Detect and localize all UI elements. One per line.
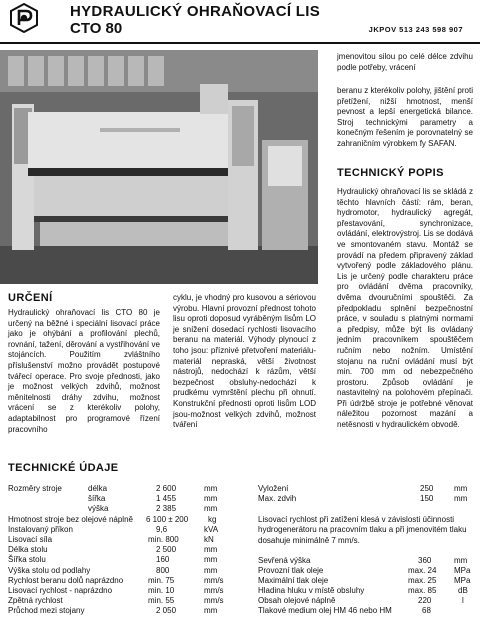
product-code: JKPOV 513 243 598 907 [368, 25, 463, 34]
spec-label: Vyložení [258, 484, 289, 493]
specs-right-top-table [258, 484, 473, 508]
right-column-text-1 [337, 52, 473, 73]
spec-label: Výška stolu od podlahy [8, 565, 91, 575]
spec-unit: mm [454, 494, 468, 504]
spec-value: max. 25 [408, 576, 437, 585]
spec-unit: mm/s [204, 575, 224, 585]
spec-unit: mm/s [204, 596, 224, 606]
spec-label: Hmotnost stroje bez olejové náplně [8, 514, 133, 524]
spec-value: max. 24 [408, 566, 437, 575]
spec-unit: mm [454, 484, 468, 493]
paragraph: cyklu, je vhodný pro kusovou a sériovou výrobu. Hlavní provozní přednost tohoto lisu oproti doposud vyráběným lisům LO je snížení dosedací rychlosti lisovacího beranu na materiál. Výhody plynoucí z toho jsou: příznivé přetvoření materiálu-materiál nepraská, větší životnost nástrojů, nedochází k rázům, větší bezpečnost obsluhy-nedochází k prudkému vymrštění plechu při ohnutí. Konstrukční přednosti oproti lisům LOD jsou-možnost velkých zdvihů, možnost tváření [173, 293, 316, 430]
spec-value: 160 [156, 555, 170, 565]
model-name: CTO 80 [70, 20, 123, 37]
spec-sublabel: výška [88, 504, 109, 514]
paragraph: Hydraulický ohraňovací lis se skládá z těchto hlavních částí: rám, beran, hydromotor, hydraulický agregát, přestavování, synchronizace, ovládání, elektrovýstroj. Lis se dodává ve smontovaném stavu. Montáž se provádí na předem připravený základ vytvořený podle základového plánu. Lis je určený podle charakteru práce pro ovládání dvěma pracovníky, dvěma dvouručními spouštěči. Za předpokladu splnění bezpečnostní práce, v souladu s platnými normami a předpisy, může být lis ovládaný jedním pracovníkem spouštěčem ručním nebo nožním. Umístění stojanu na ruční ovládání musí být min. 700 mm od nebezpečného prostoru. Způsob ovládání je nastavitelný na polohovém přepínači. Při údržbě stroje je potřebné věnovat náležitou pozornost mazání a netěsnosti v hydraulickém obvodě. [337, 187, 473, 430]
spec-value: 2 600 [156, 484, 177, 493]
urceni-column-2 [173, 293, 316, 431]
spec-row [258, 606, 473, 617]
spec-unit: l [462, 596, 464, 605]
header-divider [0, 42, 480, 44]
spec-value: 68 [422, 606, 431, 615]
spec-value: 2 385 [156, 504, 177, 514]
paragraph: jmenovitou silou po celé délce zdvihu podle potřeby, vrácení [337, 52, 473, 72]
spec-unit: mm/s [204, 586, 224, 595]
spec-label: Lisovací rychlost - naprázdno [8, 586, 113, 595]
company-logo [10, 3, 38, 33]
spec-unit: MPa [454, 566, 471, 575]
spec-unit: mm [204, 565, 218, 575]
machine-photo [0, 50, 318, 284]
spec-label: Zpětná rychlost [8, 596, 63, 606]
spec-label: Provozní tlak oleje [258, 566, 324, 575]
spec-label: Hladina hluku v místě obsluhy [258, 586, 365, 595]
paragraph: beranu z kterékoliv polohy, jištění proti přetížení, nižší hmotnost, menší pevnost a lepší energetická bilance. Stroj technickými parametry a konečným řešením je porovnatelný se zahraničním výrobkem fy SAFAN. [337, 86, 473, 148]
spec-unit: mm [204, 555, 218, 565]
spec-value: 150 [420, 494, 434, 504]
right-column-text-3 [337, 187, 473, 431]
spec-row [258, 494, 473, 505]
spec-unit: kg [208, 514, 217, 524]
spec-value: min. 55 [148, 596, 175, 606]
spec-row [8, 606, 230, 617]
spec-label: Šířka stolu [8, 555, 46, 565]
section-heading-technicky-popis: TECHNICKÝ POPIS [337, 167, 444, 179]
spec-value: 360 [418, 556, 432, 565]
spec-value: 9,6 [156, 524, 168, 534]
specs-note: Lisovací rychlost při zatížení klesá v závislosti účinnosti hydrogenerátoru na pracovním tlaku a při jmenovitém tlaku dosahuje minimálně 7 mm/s. [258, 515, 467, 545]
spec-value: min. 10 [148, 586, 175, 595]
paragraph: Hydraulický ohraňovací lis CTO 80 je určený na běžné i speciální lisovací práce jako je ohýbání a profilování plechů, rovnání, tažení, děrování a vystřihování ve stojáncích. Použitím zvláštního příslušenství možno provádět postupové tvářecí operace. Pro svoje přednosti, jako je možnost velkých zdvihů, možnost měnitelnosti dráhy zdvihu, možnost vrácení se z kterékoliv polohy, adaptabilnost pro programové řízení pracovního [8, 308, 160, 434]
spec-unit: dB [458, 586, 468, 595]
spec-unit: mm [204, 494, 218, 504]
spec-label: Lisovací síla [8, 535, 53, 544]
spec-unit: mm [204, 484, 218, 493]
urceni-column-1 [8, 308, 160, 435]
document-title: HYDRAULICKÝ OHRAŇOVACÍ LIS [70, 3, 321, 20]
section-heading-technicke-udaje: TECHNICKÉ ÚDAJE [8, 462, 119, 474]
spec-label: Sevřená výška [258, 556, 311, 565]
spec-unit: mm [204, 545, 218, 555]
spec-unit: MPa [454, 576, 471, 585]
spec-label: Maximální tlak oleje [258, 576, 329, 585]
spec-value: min. 800 [148, 535, 179, 544]
section-heading-urceni: URČENÍ [8, 292, 53, 304]
spec-value: min. 75 [148, 575, 175, 585]
spec-label: Instalovaný příkon [8, 524, 73, 534]
specs-left-table [8, 484, 230, 614]
right-column-text-2 [337, 86, 473, 150]
spec-value: max. 85 [408, 586, 437, 595]
spec-value: 220 [418, 596, 432, 605]
spec-value: 2 050 [156, 606, 177, 616]
spec-value: 2 500 [156, 545, 177, 555]
spec-unit: mm [454, 556, 468, 565]
spec-label: Obsah olejové náplně [258, 596, 336, 605]
spec-unit: kN [204, 535, 214, 544]
spec-label: Tlakové medium olej HM 46 nebo HM [258, 606, 392, 615]
spec-label: Rozměry stroje [8, 484, 62, 493]
spec-label: Délka stolu [8, 545, 48, 555]
spec-label: Rychlost beranu dolů naprázdno [8, 575, 124, 585]
spec-sublabel: šířka [88, 494, 106, 504]
spec-value: 1 455 [156, 494, 177, 504]
spec-unit: kVA [204, 524, 219, 534]
spec-unit: mm [204, 606, 218, 616]
spec-value: 250 [420, 484, 434, 493]
spec-sublabel: délka [88, 484, 108, 493]
spec-value: 800 [156, 565, 170, 575]
spec-label: Max. zdvih [258, 494, 297, 504]
spec-unit: mm [204, 504, 218, 514]
spec-label: Průchod mezi stojany [8, 606, 85, 616]
specs-right-bottom-table [258, 556, 473, 618]
spec-value: 6 100 ± 200 [146, 514, 189, 524]
